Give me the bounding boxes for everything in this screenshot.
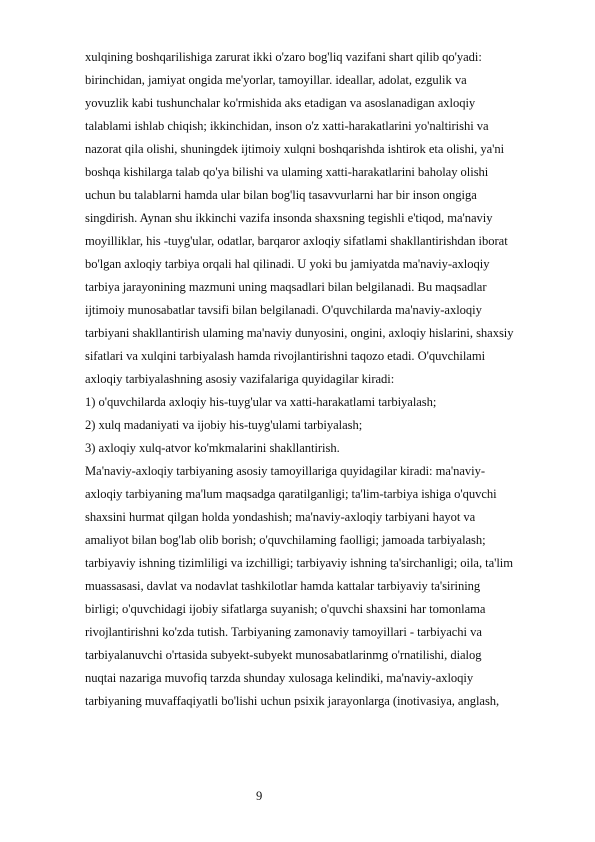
text-line: muassasasi, davlat va nodavlat tashkilotlar hamda kattalar tarbiyaviy ta'sirining bbox=[85, 579, 481, 593]
text-line: nuqtai nazariga muvofiq tarzda shunday xulosaga kelindiki, ma'naviy-axloqiy bbox=[85, 671, 474, 685]
text-line: birligi; o'quvchidagi ijobiy sifatlarga suyanish; o'quvchi shaxsini har tomonlama bbox=[85, 602, 486, 616]
body-text bbox=[85, 46, 573, 713]
list-item: 2) xulq madaniyati va ijobiy his-tuyg'ulami tarbiyalash; bbox=[85, 418, 363, 432]
list-item: 3) axloqiy xulq-atvor ko'mkmalarini shakllantirish. bbox=[85, 441, 340, 455]
text-line: tarbiyaviy ishning tizimliligi va izchilligi; tarbiyaviy ishning ta'sirchanligi; oila, ta'lim bbox=[85, 556, 514, 570]
text-line: xulqining boshqarilishiga zarurat ikki o'zaro bog'liq vazifani shart qilib qo'yadi: bbox=[85, 50, 482, 64]
text-line: amaliyot bilan bog'lab olib borish; o'quvchilaming faolligi; jamoada tarbiyalash; bbox=[85, 533, 486, 547]
text-line: ijtimoiy munosabatlar tavsifi bilan belgilanadi. O'quvchilarda ma'naviy-axloqiy bbox=[85, 303, 482, 317]
text-line: tarbiyalanuvchi o'rtasida subyekt-subyekt munosabatlarinmg o'rnatilishi, dialog bbox=[85, 648, 482, 662]
text-line: sifatlari va xulqini tarbiyalash hamda rivojlantirishni taqozo etadi. O'quvchilami bbox=[85, 349, 486, 363]
text-line: axloqiy tarbiyalashning asosiy vazifalariga quyidagilar kiradi: bbox=[85, 372, 395, 386]
text-line: bo'lgan axloqiy tarbiya orqali hal qilinadi. U yoki bu jamiyatda ma'naviy-axloqiy bbox=[85, 257, 490, 271]
text-line: shaxsini hurmat qilgan holda yondashish; ma'naviy-axloqiy tarbiyani hayot va bbox=[85, 510, 476, 524]
text-line: uchun bu talablarni hamda ular bilan bog'liq tasavvurlarni har bir inson ongiga bbox=[85, 188, 477, 202]
list-item: 1) o'quvchilarda axloqiy his-tuyg'ular va xatti-harakatlami tarbiyalash; bbox=[85, 395, 437, 409]
text-line: tarbiyaning muvaffaqiyatli bo'lishi uchun psixik jarayonlarga (inotivasiya, anglash, bbox=[85, 694, 500, 708]
text-line: birinchidan, jamiyat ongida me'yorlar, tamoyillar. ideallar, adolat, ezgulik va bbox=[85, 73, 467, 87]
text-line: yovuzlik kabi tushunchalar ko'rmishida aks etadigan va asoslanadigan axloqiy bbox=[85, 96, 476, 110]
text-line: singdirish. Aynan shu ikkinchi vazifa insonda shaxsning tegishli e'tiqod, ma'naviy bbox=[85, 211, 493, 225]
page-number: 9 bbox=[256, 789, 263, 803]
text-line: tarbiyani shakllantirish ulaming ma'naviy dunyosini, ongini, axloqiy hislarini, shaxsiy bbox=[85, 326, 514, 340]
text-line: tarbiya jarayonining mazmuni uning maqsadlari bilan belgilanadi. Bu maqsadlar bbox=[85, 280, 487, 294]
text-line: moyilliklar, his -tuyg'ular, odatlar, barqaror axloqiy sifatlami shakllantirishdan iborat bbox=[85, 234, 508, 248]
text-line: axloqiy tarbiyaning ma'lum maqsadga qaratilganligi; ta'lim-tarbiya ishiga o'quvchi bbox=[85, 487, 497, 501]
text-line: rivojlantirishni ko'zda tutish. Tarbiyaning zamonaviy tamoyillari - tarbiyachi va bbox=[85, 625, 482, 639]
text-line: talablami ishlab chiqish; ikkinchidan, inson o'z xatti-harakatlarini yo'naltirishi va bbox=[85, 119, 489, 133]
text-line: Ma'naviy-axloqiy tarbiyaning asosiy tamoyillariga quyidagilar kiradi: ma'naviy- bbox=[85, 464, 485, 478]
text-line: boshqa kishilarga talab qo'ya bilishi va ulaming xatti-harakatlarini baholay olishi bbox=[85, 165, 489, 179]
text-line: nazorat qila olishi, shuningdek ijtimoiy xulqni boshqarishda ishtirok eta olishi, ya'ni bbox=[85, 142, 505, 156]
